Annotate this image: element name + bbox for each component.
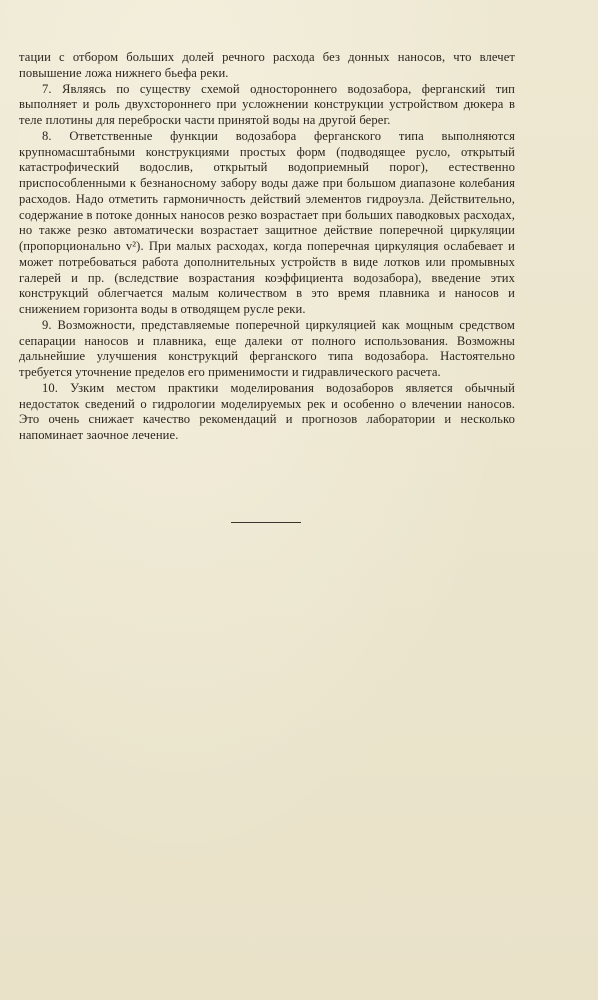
end-rule-divider (231, 522, 301, 523)
paragraph-9: 9. Возможности, представляемые поперечной циркуляцией как мощным средством сепарации наносов и плавника, еще далеки от полного использования. Возможны дальнейшие улучшения конструкций ферганского типа водозабора. Настоятельно требуется уточнение пределов его применимости и гидравлического расчета. (19, 317, 515, 379)
paragraph-8: 8. Ответственные функции водозабора ферганского типа выполняются крупномасштабными конструкциями простых форм (подводящее русло, открытый катастрофический водослив, открытый водоприемный порог), естественно приспособленными к безнаносному забору воды даже при большом диапазоне колебания расходов. Надо отметить гармоничность действий элементов гидроузла. Действительно, содержание в потоке донных наносов резко возрастает при больших паводковых расходах, но также резко автоматически возрастает защитное действие поперечной циркуляции (пропорционально v²). При малых расходах, когда поперечная циркуляция ослабевает и может потребоваться работа дополнительных устройств в виде лотков или промывных галерей и пр. (вследствие возрастания коэффициента водозабора), введение этих конструкций облегчается малым количеством в это время плавника и наносов и снижением горизонта воды в отводящем русле реки. (19, 128, 515, 316)
paragraph-7: 7. Являясь по существу схемой одностороннего водозабора, ферганский тип выполняет и роль двухстороннего при усложнении конструкции устройством дюкера в теле плотины для переброски части принятой воды на другой берег. (19, 81, 515, 127)
paragraph-continuation: тации с отбором больших долей речного расхода без донных наносов, что влечет повышение ложа нижнего бьефа реки. (19, 50, 515, 80)
paragraph-10: 10. Узким местом практики моделирования водозаборов является обычный недостаток сведений о гидрологии моделируемых рек и особенно о влечении наносов. Это очень снижает качество рекомендаций и прогнозов лаборатории и несколько напоминает заочное лечение. (19, 380, 515, 442)
body-text (19, 50, 515, 444)
